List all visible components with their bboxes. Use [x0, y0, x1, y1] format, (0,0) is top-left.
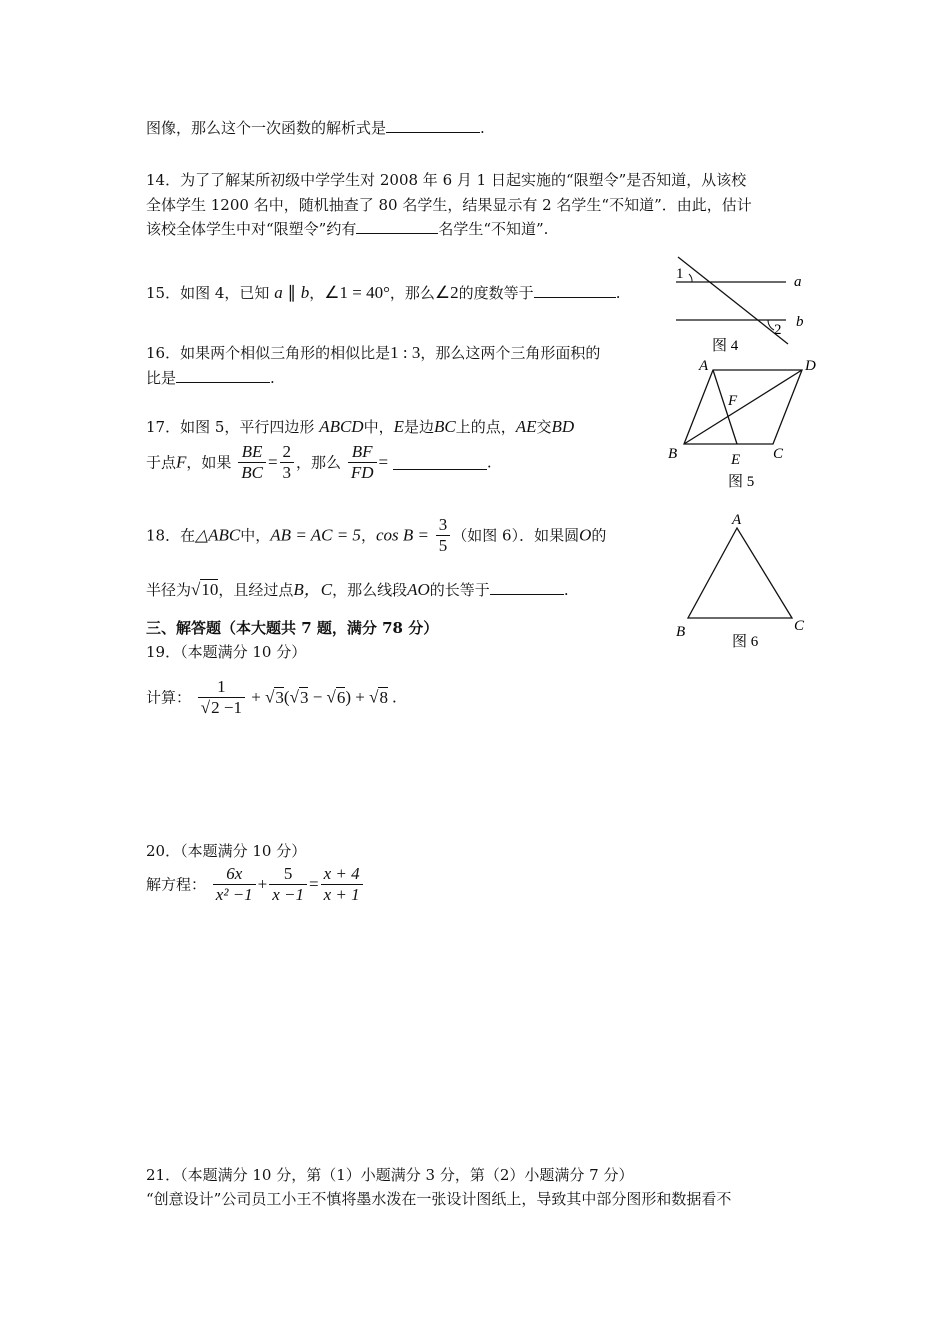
q19-head: 19．（本题满分 10 分） [146, 643, 307, 661]
label-D: D [805, 358, 816, 374]
q14-line1: 14．为了了解某所初级中学学生对 2008 年 6 月 1 日起实施的“限塑令”是否知道，从该校 [146, 171, 747, 189]
q21-head: 21．（本题满分 10 分，第（1）小题满分 3 分，第（2）小题满分 7 分） [146, 1166, 634, 1184]
label-F: F [728, 393, 738, 409]
label-A: A [732, 512, 742, 528]
fraction-3-5: $\frac{3}{5}$ [436, 515, 451, 556]
figure-4-caption: 图 4 [712, 338, 739, 354]
fraction-1-over-sqrt2-minus1: $\frac{1}{√2 -1}$ [198, 677, 245, 718]
q14-line2: 全体学生 1200 名中，随机抽查了 80 名学生，结果显示有 2 名学生“不知道”．由此，估计 [146, 196, 752, 214]
figure-6 [670, 508, 820, 656]
q18-line2: 半径为√10，且经过点B，C，那么线段AO的长等于 . [146, 580, 569, 599]
triangle-abc [688, 528, 792, 618]
section-3-heading: 三、解答题（本大题共 7 题，满分 78 分） [146, 619, 439, 637]
answer-blank[interactable] [386, 118, 480, 133]
label-1: 1 [676, 266, 684, 282]
q16-line1: 16．如果两个相似三角形的相似比是1 : 3，那么这两个三角形面积的 [146, 343, 601, 362]
label-b: b [796, 314, 804, 330]
answer-blank[interactable] [393, 455, 487, 470]
q18-line1: 18．在△ABC中，AB = AC = 5，cos B = $\frac{3}{5}$ （如图 6）．如果圆O的 [146, 515, 607, 555]
transversal [678, 257, 788, 344]
label-C: C [773, 446, 784, 462]
q20-head: 20．（本题满分 10 分） [146, 842, 307, 860]
answer-blank[interactable] [490, 580, 564, 595]
fraction-be-bc: $\frac{BE}{BC}$ [238, 442, 266, 483]
answer-blank[interactable] [176, 368, 270, 383]
angle-1-arc [689, 274, 692, 282]
fraction-bf-fd: $\frac{BF}{FD}$ [348, 442, 377, 483]
figure-5 [664, 354, 824, 492]
label-2: 2 [774, 322, 782, 338]
fraction-5: $\frac{5}{x -1}$ [269, 864, 307, 905]
answer-blank[interactable] [534, 283, 616, 298]
q16-line2: 比是 . [146, 369, 275, 387]
label-E: E [731, 452, 741, 468]
fraction-x-plus-4: $\frac{x + 4}{x + 1}$ [321, 864, 363, 905]
segment-bd [684, 370, 802, 444]
q17-line1: 17．如图 5，平行四边形 ABCD中，E是边BC上的点，AE交BD [146, 417, 575, 436]
q14-line3: 该校全体学生中对“限塑令”约有 名学生“不知道”. [146, 220, 549, 238]
label-B: B [668, 446, 678, 462]
q17-line2: 于点F，如果 $\frac{BE}{BC}$ = $\frac{2}{3}$ ，那么 $\frac{BF}{FD}$ = . [146, 442, 492, 482]
q20-equation: 解方程： $\frac{6x}{\text{x² −1}}$ + $\frac{5}{x -1}$ = $\frac{x + 4}{x + 1}$ [146, 864, 365, 905]
q19-expression: 计算： $\frac{1}{√2 -1}$ + √3(√3 − √6) + √8 . [146, 677, 397, 717]
q13-tail: 图像，那么这个一次函数的解析式是 . [146, 119, 485, 137]
figure-4 [670, 250, 820, 360]
figure-6-caption: 图 6 [732, 634, 759, 650]
label-B: B [676, 624, 686, 640]
label-a: a [794, 274, 802, 290]
q15: 15．如图 4，已知 a ∥ b，∠1 = 40°，那么∠2的度数等于 . [146, 283, 621, 302]
label-C: C [794, 618, 805, 634]
figure-5-caption: 图 5 [728, 474, 755, 490]
fraction-2-3: $\frac{2}{3}$ [280, 442, 295, 483]
q21-line1: “创意设计”公司员工小王不慎将墨水泼在一张设计图纸上，导致其中部分图形和数据看不 [146, 1190, 732, 1208]
answer-blank[interactable] [356, 219, 438, 234]
label-A: A [699, 358, 709, 374]
fraction-6x: $\frac{6x}{\text{x² −1}}$ [213, 864, 256, 905]
